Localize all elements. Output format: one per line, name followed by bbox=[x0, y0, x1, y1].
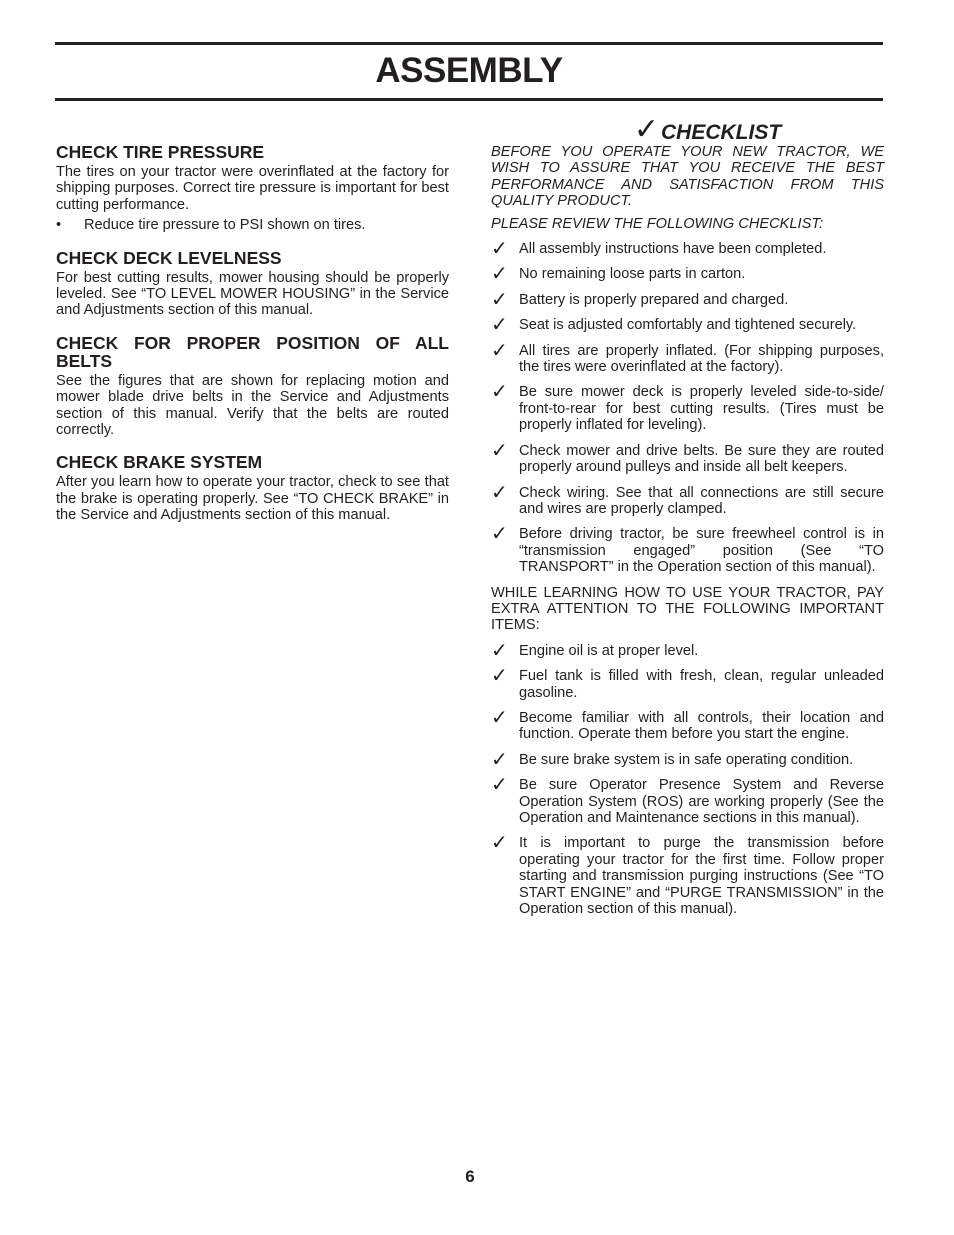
section-heading: CHECK FOR PROPER POSITION OF ALL BELTS bbox=[56, 332, 449, 371]
section-body: See the figures that are shown for replacing motion and mower blade drive belts in the Service and Adjustments section of this manual. Verify that the belts are routed correctly. bbox=[56, 372, 449, 439]
checklist-column bbox=[491, 112, 884, 917]
section-body: For best cutting results, mower housing should be properly leveled. See “TO LEVEL MOWER HOUSING” in the Service and Adjustments section of this manual. bbox=[56, 269, 449, 319]
check-mark-icon: ✓ bbox=[491, 263, 508, 286]
checklist-heading bbox=[531, 112, 884, 144]
page-number: 6 bbox=[465, 1167, 475, 1186]
section-heading: CHECK BRAKE SYSTEM bbox=[56, 452, 263, 473]
bullet-icon: • bbox=[56, 217, 62, 234]
check-mark-icon: ✓ bbox=[491, 339, 508, 362]
section-body: After you learn how to operate your tractor, check to see that the brake is operating properly. See “TO CHECK BRAKE” in the Service and Adjustments section of this manual. bbox=[56, 474, 449, 524]
checklist-item: ✓ Seat is adjusted comfortably and tightened securely. bbox=[491, 314, 857, 337]
check-mark-icon: ✓ bbox=[491, 706, 508, 729]
section-brake-system bbox=[56, 453, 449, 523]
check-mark-icon: ✓ bbox=[491, 238, 508, 261]
section-heading: CHECK DECK LEVELNESS bbox=[56, 247, 282, 268]
left-column bbox=[56, 143, 449, 539]
checklist-item: ✓ Check wiring. See that all connections are still secure and wires are properly clamped. bbox=[491, 481, 884, 517]
check-mark-icon: ✓ bbox=[491, 639, 508, 662]
section-deck-levelness bbox=[56, 249, 449, 319]
check-mark-icon: ✓ bbox=[491, 748, 508, 771]
page-title: ASSEMBLY bbox=[375, 51, 563, 90]
header-rule-top bbox=[55, 42, 883, 45]
section-body: The tires on your tractor were overinflated at the factory for shipping purposes. Correct tire pressure is important for best cutting performance. bbox=[56, 164, 449, 213]
check-mark-icon: ✓ bbox=[491, 288, 508, 311]
important-item: ✓ Fuel tank is filled with fresh, clean, regular unleaded gasoline. bbox=[491, 665, 884, 701]
checklist-item: ✓ No remaining loose parts in carton. bbox=[491, 263, 746, 286]
important-item: ✓ Engine oil is at proper level. bbox=[491, 639, 699, 662]
header-rule-bottom bbox=[55, 98, 883, 101]
important-items bbox=[491, 639, 884, 918]
checklist-item: ✓ Check mower and drive belts. Be sure they are routed properly around pulleys and inside all belt keepers. bbox=[491, 439, 884, 476]
section-tire-pressure bbox=[56, 143, 449, 234]
check-mark-icon: ✓ bbox=[633, 113, 659, 146]
check-mark-icon: ✓ bbox=[491, 523, 508, 546]
check-mark-icon: ✓ bbox=[491, 314, 508, 337]
check-mark-icon: ✓ bbox=[491, 439, 508, 462]
checklist-item: ✓ All tires are properly inflated. (For shipping purposes, the tires were overinflated at the factory). bbox=[491, 339, 884, 376]
check-mark-icon: ✓ bbox=[491, 381, 508, 404]
checklist-item: ✓ Battery is properly prepared and charged. bbox=[491, 288, 789, 311]
checklist-item: ✓ All assembly instructions have been completed. bbox=[491, 238, 827, 261]
section-belts bbox=[56, 334, 449, 439]
check-mark-icon: ✓ bbox=[491, 832, 508, 855]
bullet-text: Reduce tire pressure to PSI shown on tires. bbox=[84, 217, 366, 234]
checklist-item: ✓ Be sure mower deck is properly leveled side-to-side/ front-to-rear for best cutting results. (Tires must be properly inflated for leveling). bbox=[491, 381, 884, 434]
checklist-review-prompt: PLEASE REVIEW THE FOLLOWING CHECKLIST: bbox=[491, 215, 824, 232]
check-mark-icon: ✓ bbox=[491, 774, 508, 797]
bullet-item bbox=[56, 217, 449, 233]
checklist-intro: BEFORE YOU OPERATE YOUR NEW TRACTOR, WE WISH TO ASSURE THAT YOU RECEIVE THE BEST PERFORMANCE AND SATISFACTION FROM THIS QUALITY PRODUCT. bbox=[491, 144, 884, 210]
checklist-items bbox=[491, 238, 884, 576]
section-heading: CHECK TIRE PRESSURE bbox=[56, 142, 265, 162]
important-item: ✓ Be sure brake system is in safe operating condition. bbox=[491, 748, 854, 771]
important-item: ✓ Be sure Operator Presence System and Reverse Operation System (ROS) are working properly (See the Operation and Maintenance sections in this manual). bbox=[491, 774, 884, 826]
checklist-title: CHECKLIST bbox=[660, 121, 782, 144]
checklist-item: ✓ Before driving tractor, be sure freewheel control is in “transmission engaged” position (See “TO TRANSPORT” in the Operation section of this manual). bbox=[491, 523, 884, 576]
important-item: ✓ It is important to purge the transmission before operating your tractor for the first time. Follow proper starting and transmission purging instructions (See “TO START ENGINE” and “PURGE TRANSMISSION” in the Operation section of this manual). bbox=[491, 832, 884, 918]
while-learning-note: WHILE LEARNING HOW TO USE YOUR TRACTOR, PAY EXTRA ATTENTION TO THE FOLLOWING IMPORTANT ITEMS: bbox=[491, 584, 884, 634]
check-mark-icon: ✓ bbox=[491, 481, 508, 504]
important-item: ✓ Become familiar with all controls, their location and function. Operate them before you start the engine. bbox=[491, 706, 884, 743]
check-mark-icon: ✓ bbox=[491, 665, 508, 688]
